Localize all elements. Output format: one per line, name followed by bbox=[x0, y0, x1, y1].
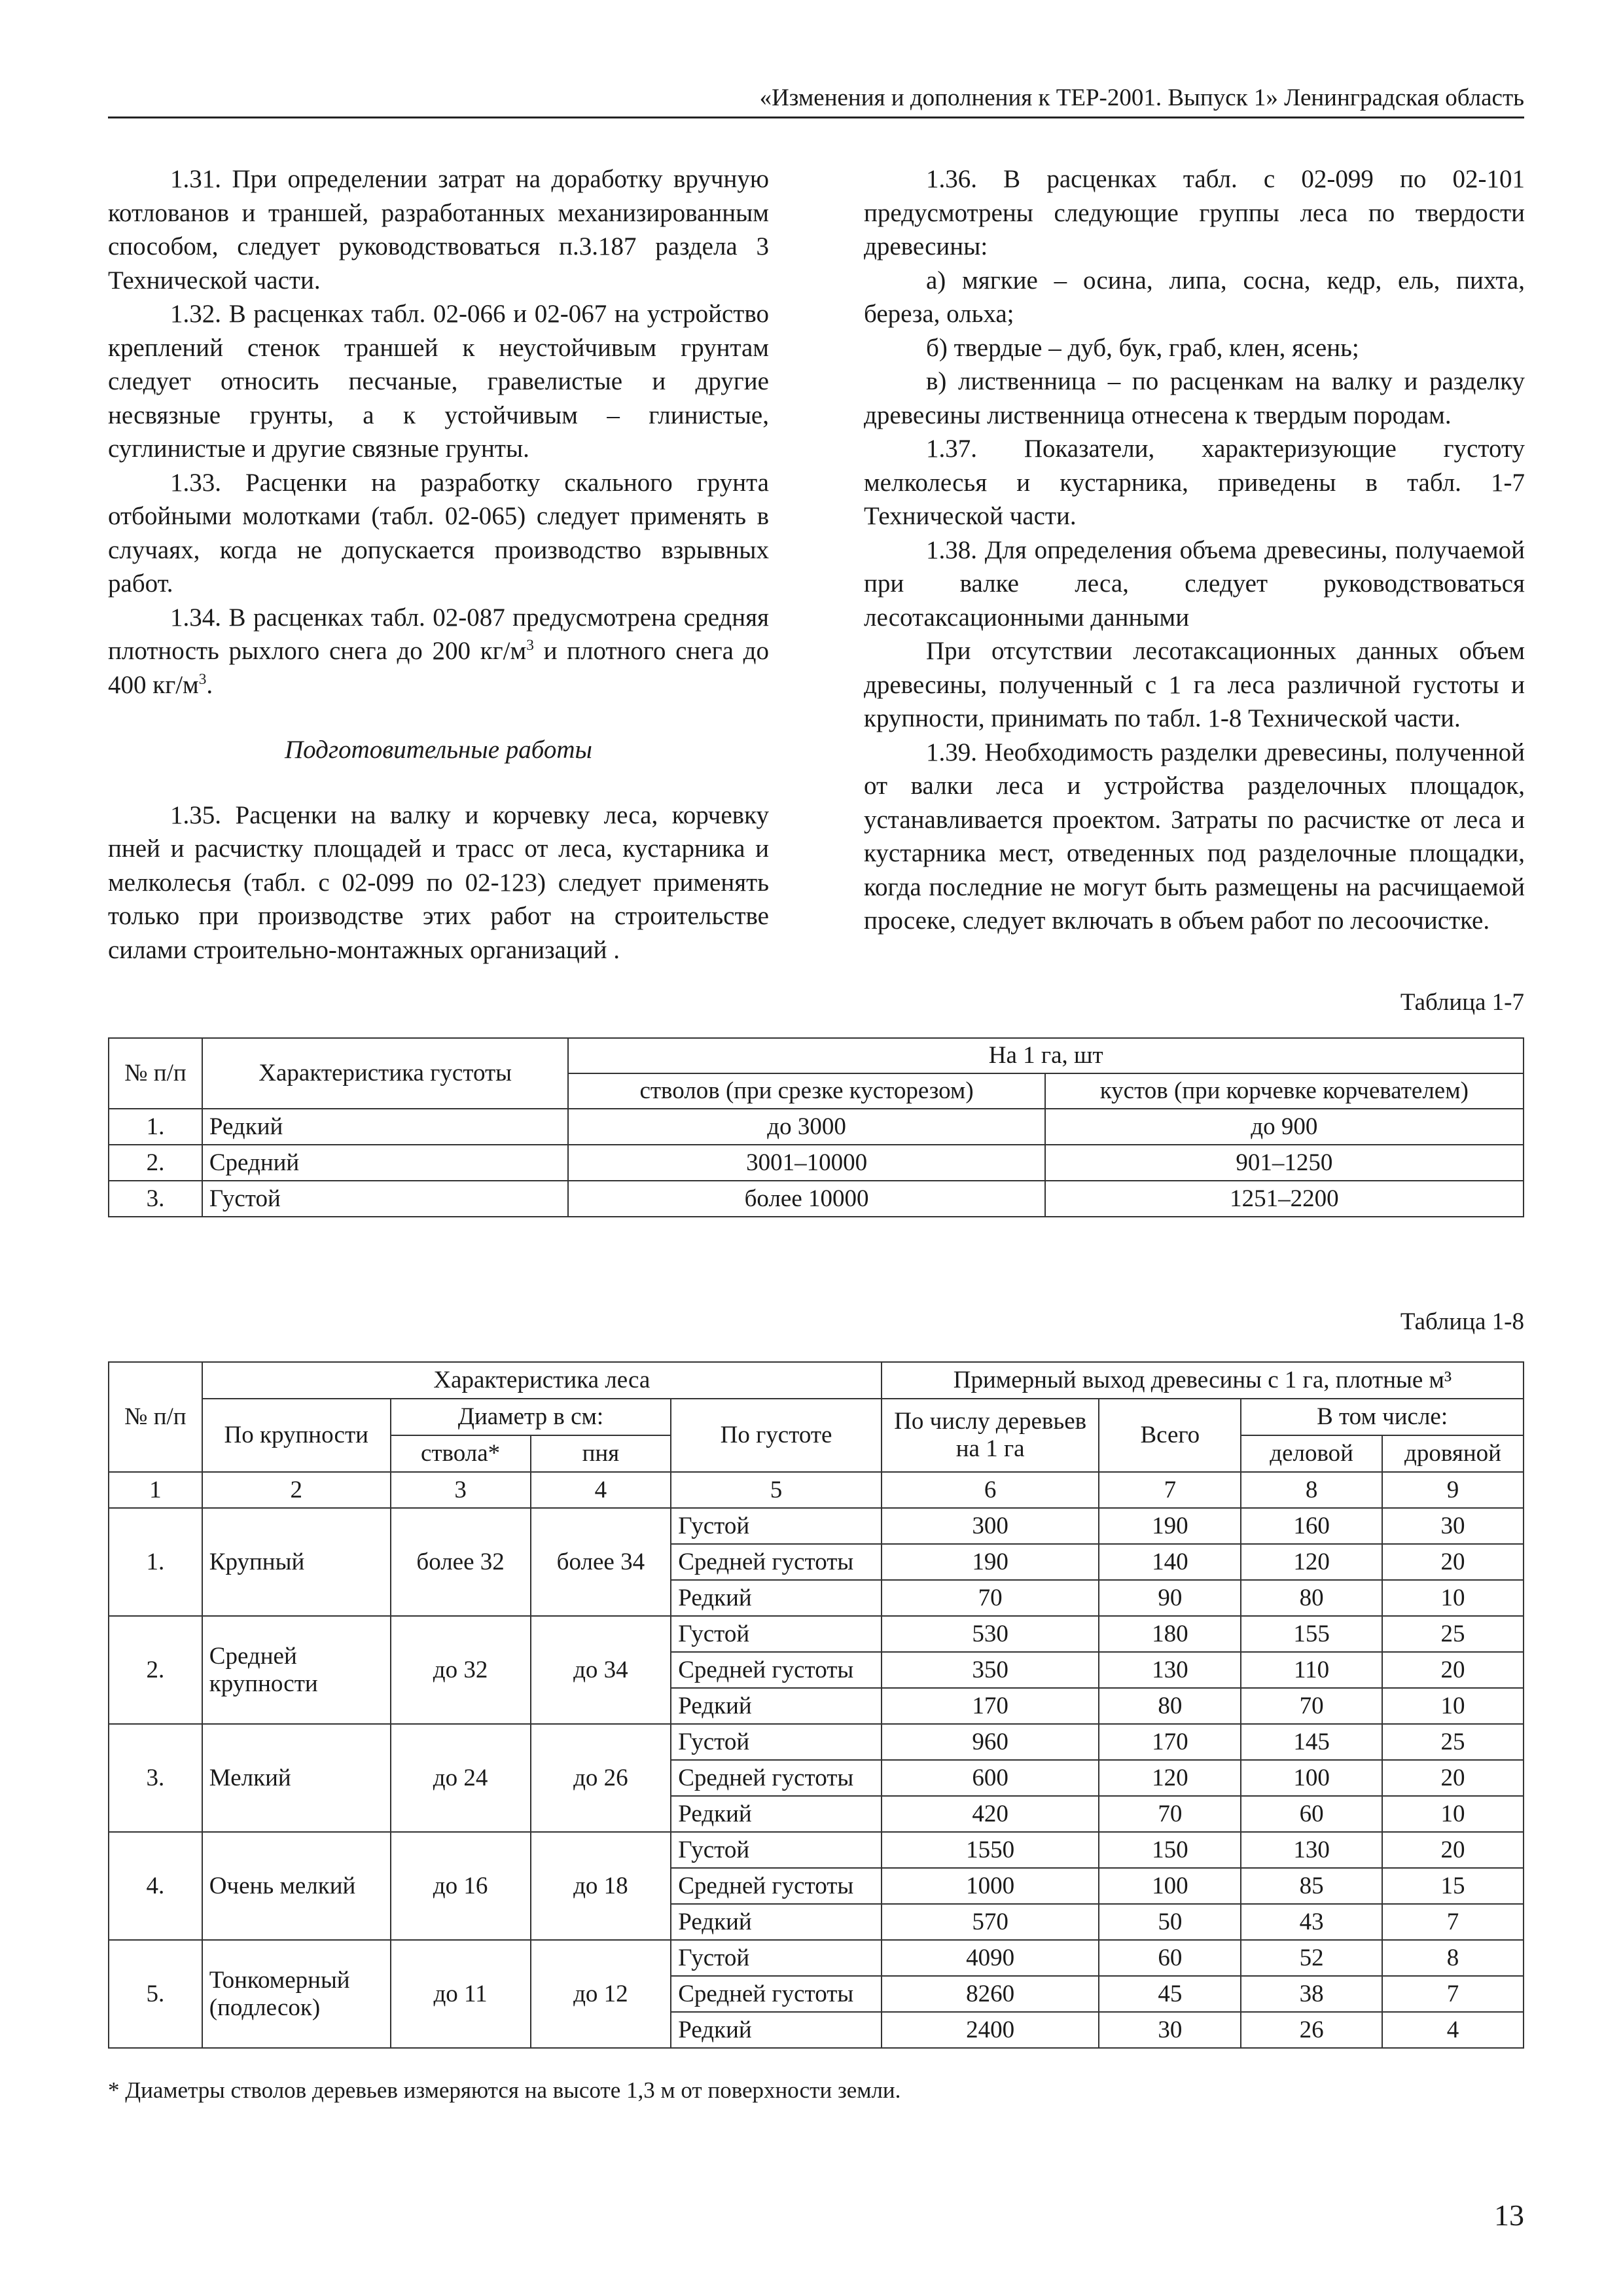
column-number: 1 bbox=[109, 1472, 202, 1508]
cell-trunk-diameter: до 16 bbox=[391, 1832, 531, 1940]
column-number: 9 bbox=[1382, 1472, 1524, 1508]
cell-density-name: Редкий bbox=[202, 1109, 569, 1145]
cell-total: 90 bbox=[1099, 1580, 1241, 1616]
header-cell-characteristic: Характеристика густоты bbox=[202, 1038, 569, 1109]
cell-total: 170 bbox=[1099, 1724, 1241, 1760]
cell-business-wood: 52 bbox=[1241, 1940, 1382, 1976]
cell-total: 140 bbox=[1099, 1544, 1241, 1580]
table-1-8-caption: Таблица 1-8 bbox=[1400, 1308, 1524, 1335]
cell-density: Редкий bbox=[671, 1904, 882, 1940]
footnote: * Диаметры стволов деревьев измеряются на высоте 1,3 м от поверхности земли. bbox=[108, 2077, 901, 2103]
cell-tree-count: 530 bbox=[882, 1616, 1099, 1652]
cell-number: 2. bbox=[109, 1145, 202, 1181]
paragraph-1-33: 1.33. Расценки на разработку скального грунта отбойными молотками (табл. 02-065) следует применять в случаях, когда не допускается производство взрывных работ. bbox=[108, 468, 769, 598]
cell-density: Средней густоты bbox=[671, 1868, 882, 1904]
cell-tree-count: 170 bbox=[882, 1688, 1099, 1724]
cell-density-name: Густой bbox=[202, 1181, 569, 1217]
column-number: 7 bbox=[1099, 1472, 1241, 1508]
cell-size: Крупный bbox=[202, 1508, 391, 1616]
paragraph-1-34-text-a: 1.34. В расценках табл. 02-087 предусмотрена средняя плотность рыхлого снега до 200 кг/м bbox=[108, 603, 769, 665]
cell-trunks: более 10000 bbox=[568, 1181, 1044, 1217]
column-number: 6 bbox=[882, 1472, 1099, 1508]
paragraph-1-37: 1.37. Показатели, характеризующие густоту мелколесья и кустарника, приведены в табл. 1-7 Технической части. bbox=[864, 435, 1525, 530]
cell-tree-count: 570 bbox=[882, 1904, 1099, 1940]
cell-firewood: 20 bbox=[1382, 1652, 1524, 1688]
cell-density: Редкий bbox=[671, 1688, 882, 1724]
paragraph-1-39: 1.39. Необходимость разделки древесины, полученной от валки леса и устройства разделочных площадок, устанавливается проектом. Затраты по расчистке от леса и кустарника мест, отведенных под разделочные площадки, когда последние не могут быть размещены на расчищаемой просеке, следует включать в объем работ по лесоочистке. bbox=[864, 738, 1525, 935]
cell-density: Густой bbox=[671, 1832, 882, 1868]
table-header-row bbox=[109, 1362, 1524, 1399]
cell-firewood: 25 bbox=[1382, 1724, 1524, 1760]
cell-bushes: 1251–2200 bbox=[1045, 1181, 1524, 1217]
cell-total: 180 bbox=[1099, 1616, 1241, 1652]
cell-tree-count: 350 bbox=[882, 1652, 1099, 1688]
paragraph-1-38: 1.38. Для определения объема древесины, получаемой при валке леса, следует руководствоваться лесотаксационными данными bbox=[864, 535, 1525, 632]
cell-total: 45 bbox=[1099, 1976, 1241, 2012]
header-cell-number: № п/п bbox=[109, 1038, 202, 1109]
cell-firewood: 8 bbox=[1382, 1940, 1524, 1976]
cell-firewood: 30 bbox=[1382, 1508, 1524, 1544]
cell-stump-diameter: до 12 bbox=[531, 1940, 671, 2048]
cell-number: 5. bbox=[109, 1940, 202, 2048]
cell-density: Густой bbox=[671, 1616, 882, 1652]
column-number: 8 bbox=[1241, 1472, 1382, 1508]
cell-firewood: 7 bbox=[1382, 1904, 1524, 1940]
header-cell-forest-characteristic: Характеристика леса bbox=[202, 1362, 882, 1399]
cell-density: Густой bbox=[671, 1508, 882, 1544]
table-1-8-body bbox=[109, 1508, 1524, 2048]
header-cell-total: Всего bbox=[1099, 1399, 1241, 1472]
cell-number: 4. bbox=[109, 1832, 202, 1940]
header-cell-size: По крупности bbox=[202, 1399, 391, 1472]
table-1-7-caption: Таблица 1-7 bbox=[1400, 989, 1524, 1016]
table-row bbox=[109, 1109, 1524, 1145]
cell-firewood: 20 bbox=[1382, 1832, 1524, 1868]
cell-number: 1. bbox=[109, 1508, 202, 1616]
cell-stump-diameter: до 26 bbox=[531, 1724, 671, 1832]
table-row bbox=[109, 1832, 1524, 1868]
cell-trunks: 3001–10000 bbox=[568, 1145, 1044, 1181]
cell-size: Тонкомерный (подлесок) bbox=[202, 1940, 391, 2048]
cell-density: Средней густоты bbox=[671, 1652, 882, 1688]
cell-business-wood: 130 bbox=[1241, 1832, 1382, 1868]
cell-total: 130 bbox=[1099, 1652, 1241, 1688]
list-item-c: в) лиственница – по расценкам на валку и разделку древесины лиственница отнесена к твердым породам. bbox=[864, 367, 1525, 429]
header-cell-wood-output: Примерный выход древесины с 1 га, плотные м³ bbox=[882, 1362, 1524, 1399]
header-cell-trunk: ствола* bbox=[391, 1435, 531, 1472]
paragraph-1-38-continued: При отсутствии лесотаксационных данных объем древесины, полученный с 1 га леса различной густоты и крупности, принимать по табл. 1-8 Технической части. bbox=[864, 637, 1525, 732]
table-row bbox=[109, 1145, 1524, 1181]
cell-total: 60 bbox=[1099, 1940, 1241, 1976]
cell-number: 3. bbox=[109, 1724, 202, 1832]
header-cell-diameter: Диаметр в см: bbox=[391, 1399, 671, 1435]
cell-tree-count: 300 bbox=[882, 1508, 1099, 1544]
cell-business-wood: 155 bbox=[1241, 1616, 1382, 1652]
running-header: «Изменения и дополнения к ТЕР-2001. Выпуск 1» Ленинградская область bbox=[108, 84, 1524, 118]
cell-business-wood: 85 bbox=[1241, 1868, 1382, 1904]
table-row bbox=[109, 1616, 1524, 1652]
cell-number: 1. bbox=[109, 1109, 202, 1145]
column-number: 5 bbox=[671, 1472, 882, 1508]
paragraph-1-34-text-c: . bbox=[206, 670, 213, 699]
header-cell-density: По густоте bbox=[671, 1399, 882, 1472]
cell-business-wood: 60 bbox=[1241, 1796, 1382, 1832]
column-number: 4 bbox=[531, 1472, 671, 1508]
cell-firewood: 20 bbox=[1382, 1544, 1524, 1580]
cell-trunk-diameter: до 24 bbox=[391, 1724, 531, 1832]
cell-stump-diameter: более 34 bbox=[531, 1508, 671, 1616]
cell-density: Редкий bbox=[671, 1580, 882, 1616]
paragraph-1-36: 1.36. В расценках табл. с 02-099 по 02-101 предусмотрены следующие группы леса по твердости древесины: bbox=[864, 165, 1525, 260]
column-number: 2 bbox=[202, 1472, 391, 1508]
cell-total: 190 bbox=[1099, 1508, 1241, 1544]
cell-tree-count: 4090 bbox=[882, 1940, 1099, 1976]
header-cell-trunks: стволов (при срезке кусторезом) bbox=[568, 1073, 1044, 1109]
cell-density: Средней густоты bbox=[671, 1976, 882, 2012]
cell-density-name: Средний bbox=[202, 1145, 569, 1181]
table-1-7 bbox=[108, 1037, 1524, 1217]
cell-firewood: 15 bbox=[1382, 1868, 1524, 1904]
cell-tree-count: 2400 bbox=[882, 2012, 1099, 2048]
header-cell-firewood: дровяной bbox=[1382, 1435, 1524, 1472]
cell-density: Густой bbox=[671, 1940, 882, 1976]
cell-tree-count: 1000 bbox=[882, 1868, 1099, 1904]
cell-firewood: 10 bbox=[1382, 1796, 1524, 1832]
cell-total: 120 bbox=[1099, 1760, 1241, 1796]
cell-business-wood: 70 bbox=[1241, 1688, 1382, 1724]
cell-size: Средней крупности bbox=[202, 1616, 391, 1724]
cell-business-wood: 38 bbox=[1241, 1976, 1382, 2012]
cell-number: 3. bbox=[109, 1181, 202, 1217]
cell-business-wood: 100 bbox=[1241, 1760, 1382, 1796]
cell-bushes: 901–1250 bbox=[1045, 1145, 1524, 1181]
cell-business-wood: 120 bbox=[1241, 1544, 1382, 1580]
column-number: 3 bbox=[391, 1472, 531, 1508]
cell-bushes: до 900 bbox=[1045, 1109, 1524, 1145]
cell-size: Очень мелкий bbox=[202, 1832, 391, 1940]
cell-tree-count: 70 bbox=[882, 1580, 1099, 1616]
paragraph-1-31: 1.31. При определении затрат на доработку вручную котлованов и траншей, разработанных механизированным способом, следует руководствоваться п.3.187 раздела 3 Технической части. bbox=[108, 165, 769, 295]
cell-business-wood: 80 bbox=[1241, 1580, 1382, 1616]
header-cell-stump: пня bbox=[531, 1435, 671, 1472]
cell-tree-count: 420 bbox=[882, 1796, 1099, 1832]
header-cell-business-wood: деловой bbox=[1241, 1435, 1382, 1472]
cell-business-wood: 145 bbox=[1241, 1724, 1382, 1760]
right-text-column bbox=[864, 162, 1525, 938]
header-cell-bushes: кустов (при корчевке корчевателем) bbox=[1045, 1073, 1524, 1109]
cell-number: 2. bbox=[109, 1616, 202, 1724]
cell-firewood: 25 bbox=[1382, 1616, 1524, 1652]
cell-total: 80 bbox=[1099, 1688, 1241, 1724]
table-row bbox=[109, 1724, 1524, 1760]
header-cell-tree-count: По числу деревьев на 1 га bbox=[882, 1399, 1099, 1472]
cell-total: 30 bbox=[1099, 2012, 1241, 2048]
page-number: 13 bbox=[1494, 2198, 1524, 2232]
table-header-row bbox=[109, 1038, 1524, 1073]
cell-firewood: 10 bbox=[1382, 1688, 1524, 1724]
paragraph-1-34 bbox=[108, 601, 769, 702]
superscript-3: 3 bbox=[198, 670, 207, 688]
cell-density: Редкий bbox=[671, 2012, 882, 2048]
cell-firewood: 20 bbox=[1382, 1760, 1524, 1796]
left-text-column bbox=[108, 162, 769, 967]
table-header-row bbox=[109, 1399, 1524, 1435]
cell-business-wood: 110 bbox=[1241, 1652, 1382, 1688]
cell-density: Редкий bbox=[671, 1796, 882, 1832]
table-1-8 bbox=[108, 1361, 1524, 2049]
superscript-3: 3 bbox=[526, 637, 534, 654]
cell-density: Средней густоты bbox=[671, 1544, 882, 1580]
cell-business-wood: 26 bbox=[1241, 2012, 1382, 2048]
cell-total: 150 bbox=[1099, 1832, 1241, 1868]
cell-tree-count: 190 bbox=[882, 1544, 1099, 1580]
cell-density: Густой bbox=[671, 1724, 882, 1760]
cell-trunk-diameter: более 32 bbox=[391, 1508, 531, 1616]
paragraph-1-32: 1.32. В расценках табл. 02-066 и 02-067 на устройство креплений стенок траншей к неустойчивым грунтам следует относить песчаные, гравелистые и другие несвязные грунты, а к устойчивым – глинистые, суглинистые и другие связные грунты. bbox=[108, 300, 769, 463]
cell-trunks: до 3000 bbox=[568, 1109, 1044, 1145]
cell-trunk-diameter: до 11 bbox=[391, 1940, 531, 2048]
cell-tree-count: 600 bbox=[882, 1760, 1099, 1796]
list-item-b: б) твердые – дуб, бук, граб, клен, ясень; bbox=[926, 333, 1359, 362]
cell-firewood: 4 bbox=[1382, 2012, 1524, 2048]
cell-density: Средней густоты bbox=[671, 1760, 882, 1796]
table-row bbox=[109, 1181, 1524, 1217]
cell-size: Мелкий bbox=[202, 1724, 391, 1832]
header-cell-per-hectare: На 1 га, шт bbox=[568, 1038, 1524, 1073]
paragraph-1-35: 1.35. Расценки на валку и корчевку леса, корчевку пней и расчистку площадей и трасс от леса, кустарника и мелколесья (табл. с 02-099 по 02-123) следует применять только при производстве этих работ на строительстве силами строительно-монтажных организаций . bbox=[108, 800, 769, 964]
cell-total: 50 bbox=[1099, 1904, 1241, 1940]
cell-total: 100 bbox=[1099, 1868, 1241, 1904]
cell-tree-count: 960 bbox=[882, 1724, 1099, 1760]
cell-total: 70 bbox=[1099, 1796, 1241, 1832]
cell-trunk-diameter: до 32 bbox=[391, 1616, 531, 1724]
table-row bbox=[109, 1508, 1524, 1544]
paragraph-1-34-text-b: и плотного снега до 400 кг/м bbox=[108, 637, 769, 699]
table-row bbox=[109, 1940, 1524, 1976]
cell-firewood: 7 bbox=[1382, 1976, 1524, 2012]
section-subheading: Подготовительные работы bbox=[285, 736, 592, 764]
cell-firewood: 10 bbox=[1382, 1580, 1524, 1616]
cell-tree-count: 1550 bbox=[882, 1832, 1099, 1868]
cell-business-wood: 160 bbox=[1241, 1508, 1382, 1544]
cell-stump-diameter: до 18 bbox=[531, 1832, 671, 1940]
column-number-row bbox=[109, 1472, 1524, 1508]
cell-stump-diameter: до 34 bbox=[531, 1616, 671, 1724]
header-cell-including: В том числе: bbox=[1241, 1399, 1524, 1435]
list-item-a: а) мягкие – осина, липа, сосна, кедр, ель, пихта, береза, ольха; bbox=[864, 266, 1525, 328]
cell-business-wood: 43 bbox=[1241, 1904, 1382, 1940]
cell-tree-count: 8260 bbox=[882, 1976, 1099, 2012]
header-cell-number: № п/п bbox=[109, 1362, 202, 1472]
